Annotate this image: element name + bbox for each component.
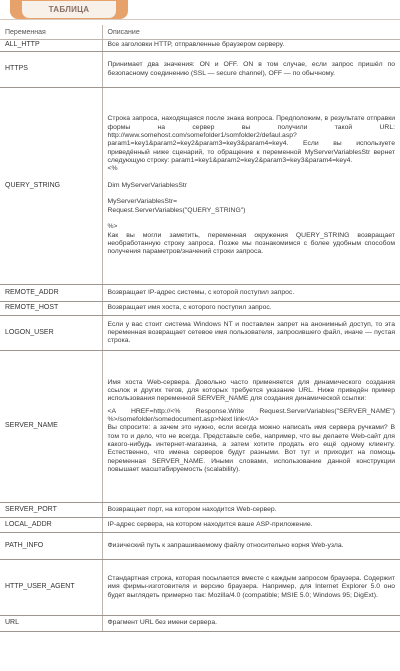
table-row xyxy=(0,52,400,88)
code-sample: <% Dim MyServerVariablesStr MyServerVariablesStr= Request.ServerVariables("QUERY_STRING") %> xyxy=(107,165,246,231)
table-tab-label: ТАБЛИЦА xyxy=(22,1,116,18)
row-description: Принимает два значения: ON и OFF. ON в том случае, если запрос пришёл по безопасному соединению (SSL — secure channel), OFF — по обычному. xyxy=(102,52,400,88)
row-description: Физический путь к запрашиваемому файлу относительно корня Web-узла. xyxy=(102,533,400,560)
table-row xyxy=(0,302,400,316)
top-rule xyxy=(0,19,400,20)
table-row xyxy=(0,560,400,616)
table-row xyxy=(0,616,400,632)
row-variable: QUERY_STRING xyxy=(0,88,102,285)
header-variable: Переменная xyxy=(0,25,102,40)
table-row xyxy=(0,518,400,533)
row-description: Если у вас стоит система Windows NT и поставлен запрет на анонимный доступ, то эта переменная возвращает сетевое имя пользователя, запросившего файл, иначе — пустая строка. xyxy=(102,316,400,351)
row-variable: HTTP_USER_AGENT xyxy=(0,560,102,616)
row-variable: HTTPS xyxy=(0,52,102,88)
description-intro: Строка запроса, находящаяся после знака вопроса. Предположим, в результате отправки формы на сервер вы получили такой URL: http://www.somehost.com/somefolder1/somfolder2/defaul.asp?param1=key1&param2=key2&param3=key3&param4=key4. Если вы используете приведённый ниже сценарий, то обращение к переменной MyServerVariablesStr вернет следующую строку: param1=key1&param2=key2&param3=key3&param4=key4. xyxy=(107,115,395,164)
row-description: Все заголовки HTTP, отправленные браузером серверу. xyxy=(102,40,400,52)
row-variable: REMOTE_ADDR xyxy=(0,285,102,302)
table-row xyxy=(0,316,400,351)
code-sample: <A HREF=http://<% Response.Write Request.ServerVariables("SERVER_NAME") %>/somefolder/somedocument.asp>Next link</A> xyxy=(107,407,395,424)
description-intro: Имя хоста Web-сервера. Довольно часто применяется для динамического создания ссылок и других тегов, для которых требуется указание URL. Ниже приведён пример использования переменной SERVER_NAME для создания динамической ссылки: xyxy=(107,378,395,403)
description-outro: Вы спросите: а зачем это нужно, если всегда можно написать имя сервера ручками? В том то и дело, что не всегда. Представьте себе, например, что вы делаете Web-сайт для какого-нибудь интернет-магазина, а затем хотите продать его ещё одному клиенту. Естественно, что имена серверов будут разными. Вот тут и приходит на помощь переменная SERVER_NAME. Иными словами, использование данной конструкции повышает масштабируемость (scalability). xyxy=(107,424,395,473)
row-description: Возвращает имя хоста, с которого поступил запрос. xyxy=(102,302,400,316)
row-variable: SERVER_NAME xyxy=(0,351,102,503)
table-header-row xyxy=(0,25,400,40)
row-description xyxy=(102,88,400,285)
table-row xyxy=(0,351,400,503)
row-description: Возвращает порт, на котором находится Web-сервер. xyxy=(102,503,400,518)
table-row xyxy=(0,503,400,518)
header-description: Описание xyxy=(102,25,400,40)
row-description: Фрагмент URL без имени сервера. xyxy=(102,616,400,632)
row-description: Возвращает IP-адрес системы, с которой поступил запрос. xyxy=(102,285,400,302)
row-variable: LOCAL_ADDR xyxy=(0,518,102,533)
row-description xyxy=(102,351,400,503)
table-row xyxy=(0,40,400,52)
description-outro: Как вы могли заметить, переменная окружения QUERY_STRING возвращает необработанную строку запроса. Позже мы познакомимся с более удобным способом получения параметров/значений строки запроса. xyxy=(107,231,395,256)
row-variable: PATH_INFO xyxy=(0,533,102,560)
server-variables-table xyxy=(0,25,400,632)
row-description: IP-адрес сервера, на котором находится ваше ASP-приложение. xyxy=(102,518,400,533)
row-variable: LOGON_USER xyxy=(0,316,102,351)
table-row xyxy=(0,88,400,285)
table-row xyxy=(0,533,400,560)
row-variable: SERVER_PORT xyxy=(0,503,102,518)
row-variable: ALL_HTTP xyxy=(0,40,102,52)
table-row xyxy=(0,285,400,302)
table-tab xyxy=(10,0,128,19)
row-description: Стандартная строка, которая посылается вместе с каждым запросом браузера. Содержит имя фирмы-изготовителя и версию браузера. Например, для Internet Explorer 5.0 оно будет выглядеть примерно так: Mozilla/4.0 (compatible; MSIE 5.0; Windows 95; DigExt). xyxy=(102,560,400,616)
row-variable: URL xyxy=(0,616,102,632)
row-variable: REMOTE_HOST xyxy=(0,302,102,316)
